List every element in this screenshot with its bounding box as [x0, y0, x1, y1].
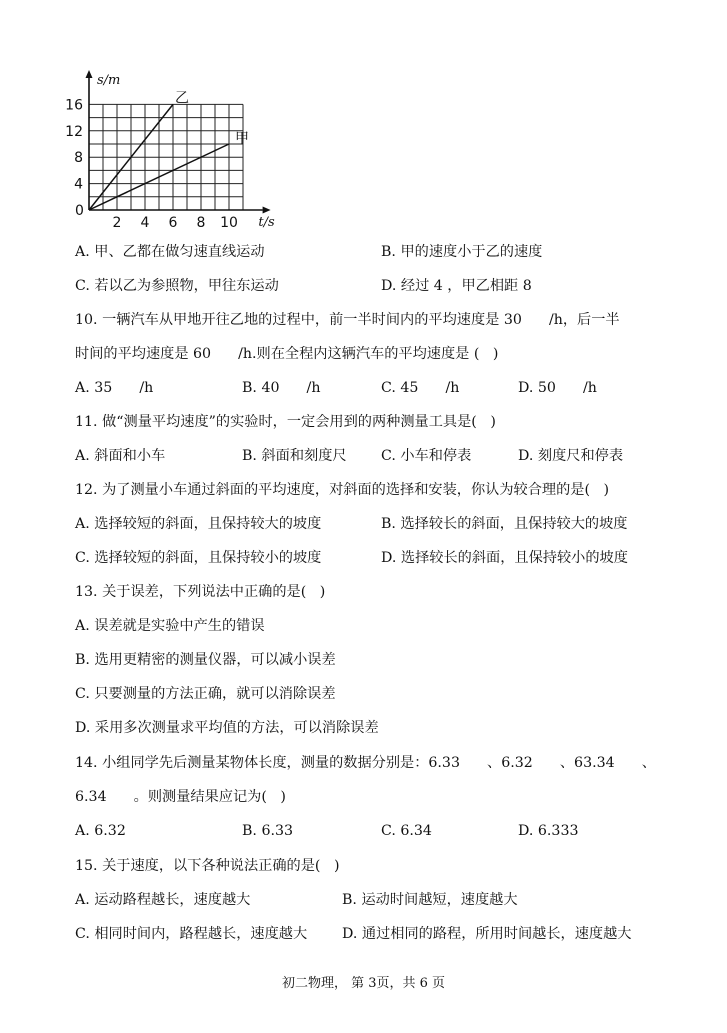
q11-option-b: B. 斜面和刻度尺 — [242, 448, 347, 464]
series-label: 乙 — [175, 90, 189, 107]
q13-option-d: D. 采用多次测量求平均值的方法，可以消除误差 — [75, 720, 379, 736]
q11-option-d: D. 刻度尺和停表 — [518, 448, 624, 464]
q12-option-c: C. 选择较短的斜面，且保持较小的坡度 — [75, 550, 322, 566]
x-tick-label: 10 — [220, 215, 238, 231]
distance-time-graph — [65, 70, 302, 231]
x-tick-label: 4 — [140, 215, 150, 231]
q11-option-a: A. 斜面和小车 — [75, 448, 166, 464]
q14-option-c: C. 6.34 — [381, 823, 432, 839]
x-tick-label: 8 — [196, 215, 206, 231]
x-axis-arrow — [263, 207, 271, 214]
q14-option-a: A. 6.32 — [75, 823, 126, 839]
q15-option-c: C. 相同时间内，路程越长，速度越大 — [75, 926, 308, 942]
q9-option-d: D. 经过 4 ，甲乙相距 8 — [381, 278, 532, 294]
y-axis-label: s/m — [97, 73, 121, 88]
q15-stem: 15. 关于速度，以下各种说法正确的是( ) — [75, 858, 340, 874]
q14-stem-line2: 6.34 。则测量结果应记为( ) — [75, 789, 286, 805]
q13-option-c: C. 只要测量的方法正确，就可以消除误差 — [75, 686, 336, 702]
graph-grid — [89, 104, 243, 210]
q13-option-b: B. 选用更精密的测量仪器，可以减小误差 — [75, 652, 336, 668]
q10-option-c: C. 45 /h — [381, 380, 460, 396]
q11-option-c: C. 小车和停表 — [381, 448, 472, 464]
q9-option-c: C. 若以乙为参照物，甲往东运动 — [75, 278, 279, 294]
q12-option-b: B. 选择较长的斜面，且保持较大的坡度 — [381, 516, 628, 532]
q10-option-b: B. 40 /h — [242, 380, 321, 396]
page-footer: 初二物理， 第 3页，共 6 页 — [281, 976, 446, 991]
x-tick-label: 2 — [112, 215, 122, 231]
q15-option-a: A. 运动路程越长，速度越大 — [75, 892, 251, 908]
x-tick-label: 6 — [168, 215, 178, 231]
y-tick-label: 16 — [65, 97, 83, 114]
series-label: 甲 — [235, 131, 249, 147]
q10-option-d: D. 50 /h — [518, 380, 597, 396]
q14-option-b: B. 6.33 — [242, 823, 294, 839]
q15-option-b: B. 运动时间越短，速度越大 — [342, 892, 518, 908]
q10-stem-line2: 时间的平均速度是 60 /h.则在全程内这辆汽车的平均速度是 ( ) — [75, 346, 499, 362]
q9-option-a: A. 甲、乙都在做匀速直线运动 — [75, 244, 265, 260]
q12-stem: 12. 为了测量小车通过斜面的平均速度，对斜面的选择和安装，你认为较合理的是( ) — [75, 482, 610, 498]
y-tick-label: 12 — [65, 123, 83, 140]
y-tick-label: 4 — [74, 176, 83, 193]
y-axis-arrow — [86, 70, 93, 78]
q14-stem-line1: 14. 小组同学先后测量某物体长度，测量的数据分别是：6.33 、6.32 、63.34 、 — [75, 755, 656, 771]
q11-stem: 11. 做“测量平均速度”的实验时，一定会用到的两种测量工具是( ) — [75, 414, 496, 430]
graph-series — [89, 90, 249, 210]
q14-option-d: D. 6.333 — [518, 823, 579, 839]
q15-option-d: D. 通过相同的路程，所用时间越长，速度越大 — [342, 926, 632, 942]
y-tick-label: 8 — [74, 150, 83, 167]
origin-label: 0 — [75, 203, 84, 219]
q10-option-a: A. 35 /h — [75, 380, 154, 396]
q12-option-d: D. 选择较长的斜面，且保持较小的坡度 — [381, 550, 628, 566]
x-axis-label: t/s — [258, 215, 275, 230]
q10-stem-line1: 10. 一辆汽车从甲地开往乙地的过程中，前一半时间内的平均速度是 30 /h，后一半 — [75, 312, 620, 328]
q13-stem: 13. 关于误差，下列说法中正确的是( ) — [75, 584, 326, 600]
q13-option-a: A. 误差就是实验中产生的错误 — [75, 618, 265, 634]
q12-option-a: A. 选择较短的斜面，且保持较大的坡度 — [75, 516, 322, 532]
q9-option-b: B. 甲的速度小于乙的速度 — [381, 244, 543, 260]
